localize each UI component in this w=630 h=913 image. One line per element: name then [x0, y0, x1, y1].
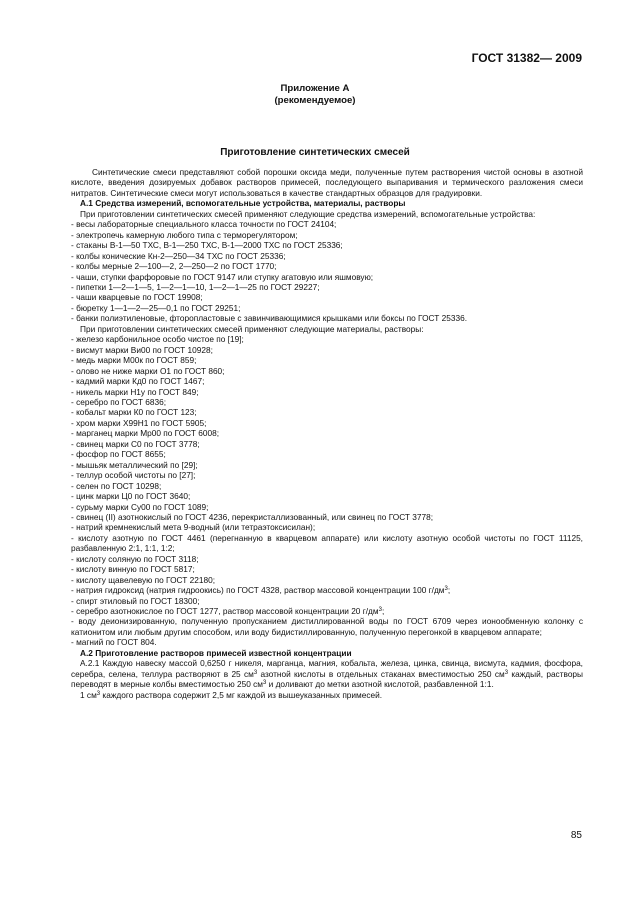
list-item: - кислоту соляную по ГОСТ 3118;	[71, 553, 199, 564]
list-item: - магний по ГОСТ 804.	[71, 637, 157, 648]
superscript: 3	[504, 669, 509, 676]
annex-heading	[0, 83, 630, 107]
section-a2-heading: А.2 Приготовление растворов примесей известной концентрации	[80, 647, 352, 658]
list-item: - теллур особой чистоты по [27];	[71, 470, 196, 481]
list-item: - селен по ГОСТ 10298;	[71, 480, 162, 491]
superscript: 3	[253, 669, 258, 676]
intro-paragraph: Синтетические смеси представляют собой порошки оксида меди, полученные путем растворения чистой основы в азотной кислоте, введения дозируемых добавок растворов примесей, последующего выпаривания и термического разложения смеси нитратов. Синтетические смеси могут использоваться в качестве стандартных образцов для градуировки.	[71, 167, 583, 198]
silver-nitrate-end: ;	[381, 606, 385, 617]
materials-intro: При приготовлении синтетических смесей применяют следующие материалы, растворы:	[80, 323, 424, 334]
list-item-silver-nitrate	[71, 606, 583, 616]
list-item: - мышьяк металлический по [29];	[71, 459, 198, 470]
list-item: - свинец (II) азотнокислый по ГОСТ 4236, перекристаллизованный, или свинец по ГОСТ 3778;	[71, 511, 434, 522]
superscript: 3	[378, 607, 382, 614]
list-item: - банки полиэтиленовые, фторопластовые с завинчивающимися крышками или боксы по ГОСТ 25336.	[71, 313, 467, 324]
list-item: - кадмий марки Кд0 по ГОСТ 1467;	[71, 376, 205, 387]
list-item: - бюретку 1—1—2—25—0,1 по ГОСТ 29251;	[71, 302, 241, 313]
list-item: - железо карбонильное особо чистое по [19];	[71, 334, 244, 345]
list-item: - серебро по ГОСТ 6836;	[71, 396, 166, 407]
list-item: - спирт этиловый по ГОСТ 18300;	[71, 595, 200, 606]
superscript: 3	[444, 586, 448, 593]
document-body	[71, 167, 583, 700]
list-item: - медь марки М00к по ГОСТ 859;	[71, 355, 197, 366]
naoh-text: - натрия гидроксид (натрия гидроокись) по ГОСТ 4328, раствор массовой концентрации 100 г/дм	[71, 585, 445, 596]
naoh-end: ;	[447, 585, 451, 596]
list-item: - чаши, ступки фарфоровые по ГОСТ 9147 или ступку агатовую или яшмовую;	[71, 271, 374, 282]
text-run: азотной кислоты в отдельных стаканах вместимостью 250 см	[257, 668, 505, 679]
text-run: каждый, растворы переводят в мерные колбы вместимостью 250 см	[71, 668, 584, 690]
text-run: А.2.1 Каждую навеску массой 0,6250 г никеля, марганца, магния, кобальта, железа, цинка, свинца, висмута, кадмия, фосфора, серебра, селена, теллура растворяют в 25 см	[71, 658, 583, 679]
annex-title: Приложение А	[280, 83, 350, 94]
list-item: - воду деионизированную, полученную пропусканием дистиллированной воды по ГОСТ 6709 через ионообменную колонку с катионитом или любым другим способом, или воду бидистиллированную, полученную перегонкой в кварцевом аппарате;	[71, 616, 583, 637]
document-title: Приготовление синтетических смесей	[220, 147, 410, 158]
list-item: - натрий кремнекислый мета 9-водный (или тетраэтоксисилан);	[71, 522, 316, 533]
list-item: - сурьму марки Су00 по ГОСТ 1089;	[71, 501, 209, 512]
standard-number: ГОСТ 31382— 2009	[471, 51, 582, 65]
list-item: - кислоту азотную по ГОСТ 4461 (перегнанную в кварцевом аппарате) или кислоту азотную особой чистоты по ГОСТ 11125, разбавленную 2:1, 1:1, 1:2;	[71, 532, 583, 554]
paragraph-a2-1	[71, 658, 583, 689]
list-item: - хром марки Х99Н1 по ГОСТ 5905;	[71, 417, 207, 428]
list-item: - марганец марки Мр00 по ГОСТ 6008;	[71, 428, 220, 439]
text-run: и доливают до метки азотной кислотой, разбавленной 1:1.	[266, 679, 494, 690]
list-item: - цинк марки Ц0 по ГОСТ 3640;	[71, 491, 191, 502]
list-item: - чаши кварцевые по ГОСТ 19908;	[71, 292, 203, 303]
text-run: 1 см	[80, 689, 97, 700]
list-item: - кобальт марки К0 по ГОСТ 123;	[71, 407, 197, 418]
list-item: - пипетки 1—2—1—5, 1—2—1—10, 1—2—1—25 по ГОСТ 29227;	[71, 281, 320, 292]
list-item: - стаканы В-1—50 ТХС, В-1—250 ТХС, В-1—2000 ТХС по ГОСТ 25336;	[71, 240, 343, 251]
materials-list	[71, 334, 583, 648]
equipment-intro: При приготовлении синтетических смесей применяют следующие средства измерений, вспомогательные устройства:	[80, 208, 536, 219]
list-item: - колбы мерные 2—100—2, 2—250—2 по ГОСТ 1770;	[71, 261, 277, 272]
list-item-naoh	[71, 585, 583, 595]
list-item: - свинец марки С0 по ГОСТ 3778;	[71, 438, 200, 449]
list-item: - колбы конические Кн-2—250—34 ТХС по ГОСТ 25336;	[71, 250, 286, 261]
paragraph-a2-2	[71, 690, 583, 700]
list-item: - висмут марки Ви00 по ГОСТ 10928;	[71, 344, 213, 355]
superscript: 3	[96, 690, 101, 697]
annex-status: (рекомендуемое)	[274, 95, 356, 106]
page-number: 85	[570, 830, 582, 841]
list-item: - кислоту винную по ГОСТ 5817;	[71, 564, 195, 575]
section-a1-heading: А.1 Средства измерений, вспомогательные устройства, материалы, растворы	[80, 198, 406, 209]
list-item: - весы лабораторные специального класса точности по ГОСТ 24104;	[71, 219, 337, 230]
list-item: - электропечь камерную любого типа с терморегулятором;	[71, 229, 298, 240]
list-item: - кислоту щавелевую по ГОСТ 22180;	[71, 574, 216, 585]
list-item: - олово не ниже марки О1 по ГОСТ 860;	[71, 365, 225, 376]
list-item: - никель марки Н1у по ГОСТ 849;	[71, 386, 199, 397]
list-item: - фосфор по ГОСТ 8655;	[71, 449, 166, 460]
superscript: 3	[262, 680, 267, 687]
text-run: каждого раствора содержит 2,5 мг каждой из вышеуказанных примесей.	[100, 689, 383, 700]
silver-nitrate-text: - серебро азотнокислое по ГОСТ 1277, раствор массовой концентрации 20 г/дм	[71, 606, 379, 617]
equipment-list	[71, 219, 583, 324]
